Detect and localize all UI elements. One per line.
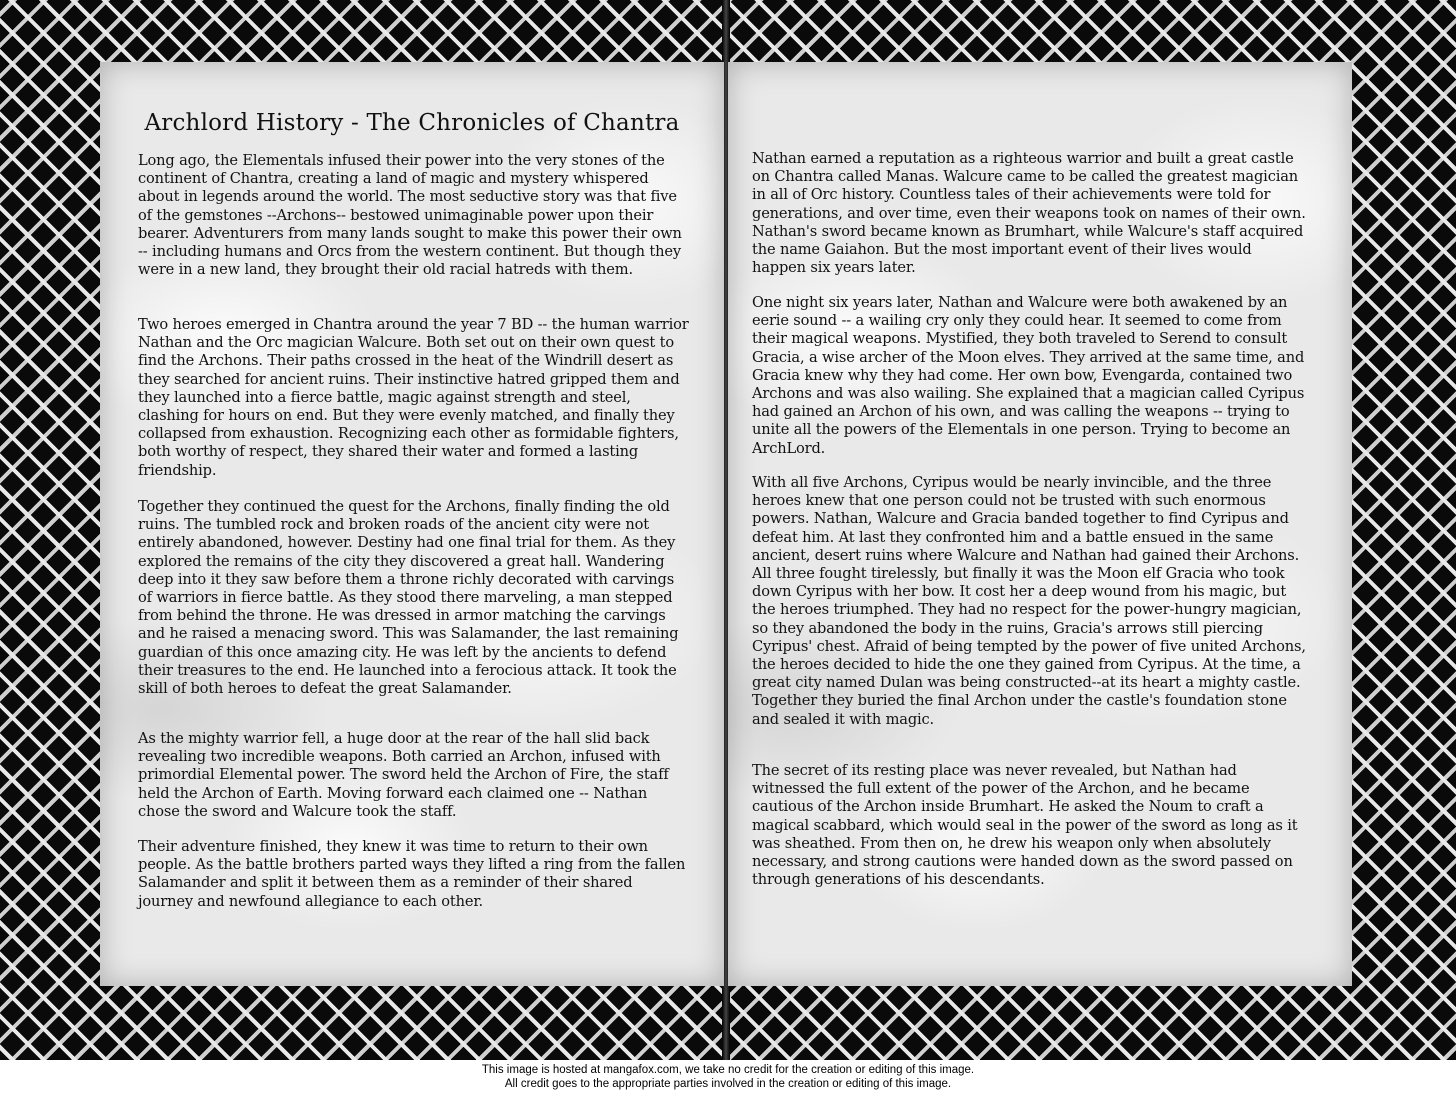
right-page (728, 62, 1352, 986)
right-paragraph-2: One night six years later, Nathan and Walcure were both awakened by an eerie sound -- a wailing cry only they could hear. It seemed to come from their magical weapons. Mystified, they both traveled to Serend to consult Gracia, a wise archer of the Moon elves. They arrived at the same time, and Gracia knew why they had come. Her own bow, Evengarda, contained two Archons and was also wailing. She explained that a magician called Cyripus had gained an Archon of his own, and was calling the weapons -- trying to unite all the powers of the Elementals in one person. Trying to become an ArchLord. (752, 294, 1305, 457)
left-paragraph-5: Their adventure finished, they knew it was time to return to their own people. As the battle brothers parted ways they lifted a ring from the fallen Salamander and split it between them as a reminder of their shared journey and newfound allegiance to each other. (138, 838, 686, 910)
page-title: Archlord History - The Chronicles of Chantra (144, 110, 680, 136)
right-paragraph-1: Nathan earned a reputation as a righteous warrior and built a great castle on Chantra called Manas. Walcure came to be called the greatest magician in all of Orc history. Countless tales of their achievements were told for generations, and over time, even their weapons took on names of their own. Nathan's sword became known as Brumhart, while Walcure's staff acquired the name Gaiahon. But the most important event of their lives would happen six years later. (752, 150, 1306, 277)
left-paragraph-1: Long ago, the Elementals infused their power into the very stones of the continent of Chantra, creating a land of magic and mystery whispered about in legends around the world. The most seductive story was that five of the gemstones --Archons-- bestowed unimaginable power upon their bearer. Adventurers from many lands sought to make this power their own -- including humans and Orcs from the western continent. But though they were in a new land, they brought their old racial hatreds with them. (138, 152, 682, 279)
left-paragraph-3: Together they continued the quest for the Archons, finally finding the old ruins. The tumbled rock and broken roads of the ancient city were not entirely abandoned, however. Destiny had one final trial for them. As they explored the remains of the city they discovered a great hall. Wandering deep into it they saw before them a throne richly decorated with carvings of warriors in fierce battle. As they stood there marveling, a man stepped from behind the throne. He was dressed in armor matching the carvings and he raised a menacing sword. This was Salamander, the last remaining guardian of this once amazing city. He was left by the ancients to defend their treasures to the end. He launched into a ferocious attack. It took the skill of both heroes to defeat the great Salamander. (138, 498, 679, 698)
right-paragraph-4: The secret of its resting place was never revealed, but Nathan had witnessed the full extent of the power of the Archon, and he became cautious of the Archon inside Brumhart. He asked the Noum to craft a magical scabbard, which would seal in the power of the sword as long as it was sheathed. From then on, he drew his weapon only when absolutely necessary, and strong cautions were handed down as the sword passed on through generations of his descendants. (752, 762, 1298, 889)
right-paragraph-3: With all five Archons, Cyripus would be nearly invincible, and the three heroes knew that one person could not be trusted with such enormous powers. Nathan, Walcure and Gracia banded together to find Cyripus and defeat him. At last they confronted him and a battle ensued in the same ancient, desert ruins where Walcure and Nathan had gained their Archons. All three fought tirelessly, but finally it was the Moon elf Gracia who took down Cyripus with her bow. It cost her a deep wound from his magic, but the heroes triumphed. They had no respect for the power-hungry magician, so they abandoned the body in the ruins, Gracia's arrows still piercing Cyripus' chest. Afraid of being tempted by the power of five united Archons, the heroes decided to hide the one they gained from Cyripus. At the time, a great city named Dulan was being constructed--at its heart a mighty castle. Together they buried the final Archon under the castle's foundation stone and sealed it with magic. (752, 474, 1306, 728)
footer-line-2: All credit goes to the appropriate parties involved in the creation or editing of this image. (504, 1078, 952, 1090)
left-paragraph-2: Two heroes emerged in Chantra around the year 7 BD -- the human warrior Nathan and the Orc magician Walcure. Both set out on their own quest to find the Archons. Their paths crossed in the heat of the Windrill desert as they searched for ancient ruins. Their instinctive hatred gripped them and they launched into a fierce battle, magic against strength and steel, clashing for hours on end. But they were evenly matched, and finally they collapsed from exhaustion. Recognizing each other as formidable fighters, both worthy of respect, they shared their water and formed a lasting friendship. (138, 316, 689, 479)
left-page (100, 62, 724, 986)
hosting-credit-footer (0, 1063, 1456, 1091)
left-paragraph-4: As the mighty warrior fell, a huge door at the rear of the hall slid back revealing two incredible weapons. Both carried an Archon, infused with primordial Elemental power. The sword held the Archon of Fire, the staff held the Archon of Earth. Moving forward each claimed one -- Nathan chose the sword and Walcure took the staff. (138, 730, 669, 820)
footer-line-1: This image is hosted at mangafox.com, we take no credit for the creation or editing of this image. (481, 1064, 975, 1076)
